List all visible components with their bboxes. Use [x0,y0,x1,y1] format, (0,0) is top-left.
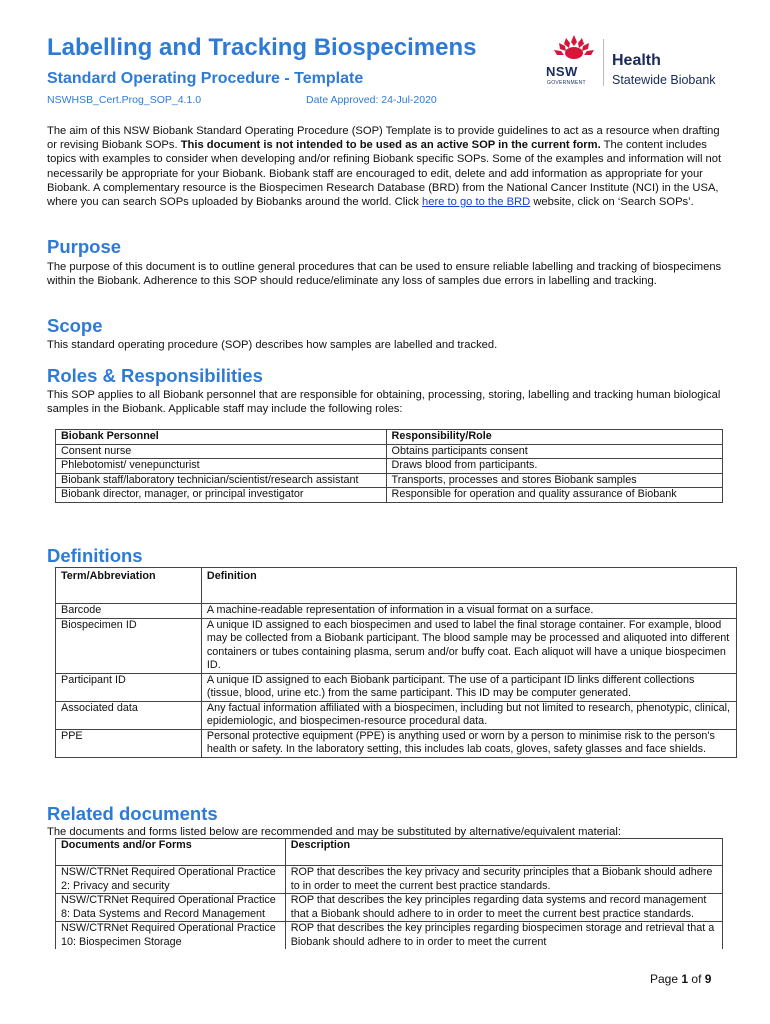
intro-paragraph [47,124,727,209]
table-header-row [56,839,723,866]
purpose-text: The purpose of this document is to outline general procedures that can be used to ensure reliable labelling and tracking of biospecimens within the Biobank. Adherence to this SOP should reduce/eliminate any loss of samples due errors in labelling and tracking. [47,261,722,288]
intro-bold-text: This document is not intended to be used as an active SOP in the current form. [180,139,601,152]
table-header-row [56,568,737,604]
of-label: of [691,972,702,986]
related-col-description: Description [285,839,722,866]
definitions-table [55,567,737,758]
logo-government-text: GOVERNMENT [547,80,586,86]
purpose-heading: Purpose [47,236,122,257]
scope-text: This standard operating procedure (SOP) describes how samples are labelled and tracked. [47,339,498,351]
logo-nsw-text: NSW [546,64,578,79]
brd-link[interactable]: here to go to the BRD [422,196,531,209]
roles-col-responsibility: Responsibility/Role [386,430,722,445]
table-row [56,473,723,488]
table-header-row [56,430,723,445]
table-cell: NSW/CTRNet Required Operational Practice 8: Data Systems and Record Management [56,894,286,922]
table-cell: A unique ID assigned to each biospecimen and used to label the final storage container. For example, blood may be collected from a Biobank participant. The blood sample may be processed and aliquoted into different containers or tubes containing plasma, serum and/or buffy coat. Each aliquot will have a unique biospecimen ID. [201,618,736,673]
table-cell: ROP that describes the key principles regarding biospecimen storage and retrieval that a Biobank should adhere to in order to meet the current [285,922,722,950]
table-row [56,604,737,619]
waratah-icon [548,33,600,63]
table-cell: Draws blood from participants. [386,459,722,474]
related-col-documents: Documents and/or Forms [56,839,286,866]
definitions-col-definition: Definition [201,568,736,604]
page-total: 9 [704,972,712,986]
table-row [56,488,723,503]
table-cell: ROP that describes the key privacy and security principles that a Biobank should adhere to in order to meet the current best practice standards. [285,866,722,894]
related-table [55,838,723,949]
related-heading: Related documents [47,803,218,824]
table-cell: Transports, processes and stores Biobank samples [386,473,722,488]
roles-col-personnel: Biobank Personnel [56,430,387,445]
scope-heading: Scope [47,315,103,336]
table-cell: A machine-readable representation of information in a visual format on a surface. [201,604,736,619]
table-cell: Biobank director, manager, or principal investigator [56,488,387,503]
table-cell: NSW/CTRNet Required Operational Practice 10: Biospecimen Storage [56,922,286,950]
table-cell: A unique ID assigned to each Biobank participant. The use of a participant ID links different collections (tissue, blood, urine etc.) from the same participant. This ID may be computer generated. [201,673,736,701]
table-cell: Personal protective equipment (PPE) is anything used or worn by a person to minimise risk to the person's health or safety. In the laboratory setting, this includes lab coats, gloves, safety glasses and face shields. [201,729,736,757]
table-cell: NSW/CTRNet Required Operational Practice 2: Privacy and security [56,866,286,894]
table-row [56,701,737,729]
document-title: Labelling and Tracking Biospecimens [47,34,477,61]
table-row [56,673,737,701]
logo-biobank-text: Statewide Biobank [612,73,716,87]
table-cell: Barcode [56,604,202,619]
table-cell: Phlebotomist/ venepuncturist [56,459,387,474]
intro-text-1: The aim of this NSW Biobank Standard Operating Procedure (SOP) Template is to provide guidelines to act as a resource when drafting or revising Biobank SOPs. [47,125,720,152]
intro-text-2: The content includes topics with examples to consider when developing and/or refining Biobank specific SOPs. Some of the examples and information will not necessarily be appropriate for your Biobank. Biobank staff are encouraged to edit, delete and add information as appropriate for your Biobank. A complementary resource is the Biospecimen Research Database (BRD) from the National Cancer Institute (NCI) in the USA, where you can search SOPs uploaded by Biobanks around the world. Click [47,139,722,209]
table-cell: Biospecimen ID [56,618,202,673]
document-code: NSWHSB_Cert.Prog_SOP_4.1.0 [47,94,202,106]
table-cell: Responsible for operation and quality assurance of Biobank [386,488,722,503]
table-row [56,866,723,894]
table-cell: Obtains participants consent [386,444,722,459]
table-row [56,922,723,950]
table-cell: Associated data [56,701,202,729]
table-row [56,729,737,757]
roles-heading: Roles & Responsibilities [47,365,263,386]
table-cell: Participant ID [56,673,202,701]
definitions-heading: Definitions [47,545,143,566]
nsw-health-logo [546,37,746,89]
table-cell: ROP that describes the key principles regarding data systems and record management that a Biobank should adhere to in order to meet the current best practice standards. [285,894,722,922]
page-number [650,972,711,986]
table-row [56,459,723,474]
table-row [56,894,723,922]
roles-table [55,429,723,503]
date-approved: Date Approved: 24-Jul-2020 [306,94,437,106]
related-text: The documents and forms listed below are recommended and may be substituted by alternative/equivalent material: [47,826,621,838]
logo-divider [603,39,604,86]
document-subtitle: Standard Operating Procedure - Template [47,70,364,87]
table-cell: Consent nurse [56,444,387,459]
table-cell: PPE [56,729,202,757]
page-current: 1 [681,972,689,986]
page-label: Page [650,972,679,986]
logo-health-text: Health [612,52,661,69]
table-cell: Biobank staff/laboratory technician/scientist/research assistant [56,473,387,488]
intro-text-3: website, click on ‘Search SOPs’. [533,196,694,209]
table-row [56,444,723,459]
definitions-col-term: Term/Abbreviation [56,568,202,604]
roles-text: This SOP applies to all Biobank personnel that are responsible for obtaining, processing, storing, labelling and tracking human biological samples in the Biobank. Applicable staff may include the following roles: [47,389,721,416]
table-cell: Any factual information affiliated with a biospecimen, including but not limited to research, phenotypic, clinical, epidemiologic, and biospecimen-resource procedural data. [201,701,736,729]
table-row [56,618,737,673]
